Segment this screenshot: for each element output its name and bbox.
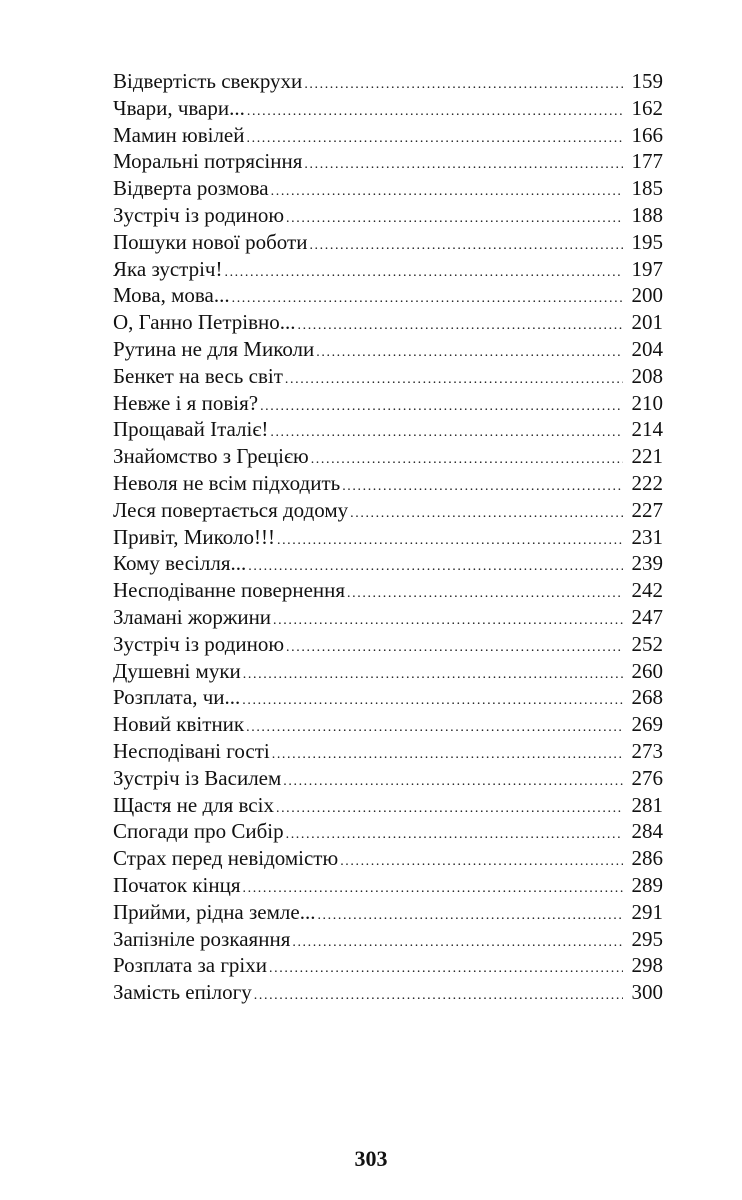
toc-entry <box>113 899 663 926</box>
dot-leader <box>285 367 623 394</box>
toc-entry-title: Розплата за гріхи <box>113 953 268 978</box>
toc-entry <box>113 497 663 524</box>
toc-entry <box>113 926 663 953</box>
toc-entry <box>113 738 663 765</box>
toc-entry-page: 239 <box>631 551 663 576</box>
toc-entry <box>113 979 663 1006</box>
toc-entry <box>113 872 663 899</box>
dot-leader <box>277 528 623 555</box>
toc-entry-page: 300 <box>631 980 663 1005</box>
dot-leader <box>260 394 623 421</box>
toc-entry-page: 268 <box>631 685 663 710</box>
toc-entry <box>113 711 663 738</box>
toc-entry <box>113 95 663 122</box>
toc-entry <box>113 443 663 470</box>
toc-entry-title: Початок кінця <box>113 872 241 897</box>
dot-leader <box>309 233 623 260</box>
toc-entry-title: Зламані жоржини <box>113 604 272 629</box>
toc-entry-page: 231 <box>631 524 663 549</box>
toc-entry-title: Страх перед невідомістю <box>113 846 339 871</box>
toc-entry-title: Зустріч із родиною <box>113 202 285 227</box>
dot-leader <box>286 206 623 233</box>
toc-entry-page: 284 <box>631 819 663 844</box>
toc-entry-title: Душевні муки <box>113 658 241 683</box>
toc-entry <box>113 818 663 845</box>
toc-entry-page: 289 <box>631 872 663 897</box>
toc-entry <box>113 792 663 819</box>
toc-entry-page: 252 <box>631 631 663 656</box>
toc-entry <box>113 363 663 390</box>
dot-leader <box>292 930 623 957</box>
toc-entry <box>113 658 663 685</box>
dot-leader <box>269 956 623 983</box>
toc-entry <box>113 336 663 363</box>
dot-leader <box>276 796 623 823</box>
toc-entry-page: 247 <box>631 604 663 629</box>
dot-leader <box>247 99 623 126</box>
toc-entry-title: Зустріч із родиною <box>113 631 285 656</box>
toc-entry-page: 201 <box>631 310 663 335</box>
dot-leader <box>271 179 623 206</box>
toc-entry-title: Привіт, Миколо!!! <box>113 524 275 549</box>
toc-entry-title: Леся повертається додому <box>113 497 349 522</box>
dot-leader <box>304 152 623 179</box>
toc-entry <box>113 148 663 175</box>
toc-entry-page: 195 <box>631 229 663 254</box>
toc-entry <box>113 309 663 336</box>
dot-leader <box>272 742 623 769</box>
toc-entry-page: 185 <box>631 176 663 201</box>
toc-entry-page: 222 <box>631 470 663 495</box>
toc-entry-title: Прощавай Італіє! <box>113 417 269 442</box>
toc-entry-page: 276 <box>631 765 663 790</box>
dot-leader <box>311 447 623 474</box>
toc-entry <box>113 256 663 283</box>
toc-entry-page: 269 <box>631 712 663 737</box>
toc-entry-title: Рутина не для Миколи <box>113 336 315 361</box>
toc-entry <box>113 416 663 443</box>
dot-leader <box>347 581 623 608</box>
toc-entry <box>113 952 663 979</box>
dot-leader <box>340 849 623 876</box>
toc-entry-page: 200 <box>631 283 663 308</box>
toc-entry <box>113 524 663 551</box>
toc-entry-title: Чвари, чвари... <box>113 95 245 120</box>
toc-entry-page: 177 <box>631 149 663 174</box>
toc-entry-title: Прийми, рідна земле... <box>113 899 316 924</box>
toc-entry <box>113 550 663 577</box>
toc-entry-title: Бенкет на весь світ <box>113 363 283 388</box>
toc-entry-page: 188 <box>631 202 663 227</box>
toc-entry-page: 281 <box>631 792 663 817</box>
toc-entry <box>113 68 663 95</box>
dot-leader <box>283 769 623 796</box>
toc-entry-title: Розплата, чи... <box>113 685 241 710</box>
toc-entry <box>113 229 663 256</box>
dot-leader <box>298 313 624 340</box>
dot-leader <box>246 715 623 742</box>
toc-entry-page: 227 <box>631 497 663 522</box>
toc-entry-page: 273 <box>631 738 663 763</box>
toc-entry-page: 214 <box>631 417 663 442</box>
toc-entry-title: Неволя не всім підходить <box>113 470 341 495</box>
dot-leader <box>350 501 623 528</box>
dot-leader <box>243 662 623 689</box>
dot-leader <box>242 688 623 715</box>
toc-entry-title: Зустріч із Василем <box>113 765 282 790</box>
dot-leader <box>254 983 623 1010</box>
toc-entry-page: 208 <box>631 363 663 388</box>
toc-entry-title: Несподіванне повернення <box>113 578 346 603</box>
dot-leader <box>247 126 624 153</box>
toc-entry-page: 159 <box>631 69 663 93</box>
toc-entry-page: 166 <box>631 122 663 147</box>
toc-entry-page: 221 <box>631 444 663 469</box>
toc-entry-page: 291 <box>631 899 663 924</box>
dot-leader <box>342 474 623 501</box>
toc-entry <box>113 684 663 711</box>
dot-leader <box>304 72 623 99</box>
dot-leader <box>316 340 623 367</box>
toc-entry <box>113 390 663 417</box>
dot-leader <box>224 260 623 287</box>
toc-entry <box>113 604 663 631</box>
toc-entry-page: 295 <box>631 926 663 951</box>
toc-entry-title: Несподівані гості <box>113 738 270 763</box>
toc-entry <box>113 765 663 792</box>
toc-entry-title: Пошуки нової роботи <box>113 229 308 254</box>
toc-entry-title: Запізніле розкаяння <box>113 926 291 951</box>
toc-entry-title: Щастя не для всіх <box>113 792 274 817</box>
toc-entry-page: 286 <box>631 846 663 871</box>
toc-entry-title: Яка зустріч! <box>113 256 223 281</box>
toc-entry-title: О, Ганно Петрівно... <box>113 310 296 335</box>
toc-entry <box>113 175 663 202</box>
dot-leader <box>273 608 623 635</box>
toc-entry-title: Спогади про Сибір <box>113 819 284 844</box>
toc-entry-title: Мова, мова... <box>113 283 230 308</box>
toc-entry-title: Кому весілля... <box>113 551 247 576</box>
toc-entry-title: Відвертість свекрухи <box>113 69 303 93</box>
toc-entry-page: 298 <box>631 953 663 978</box>
page-number: 303 <box>354 1146 388 1171</box>
toc-entry-page: 260 <box>631 658 663 683</box>
toc-entry-page: 242 <box>631 578 663 603</box>
dot-leader <box>286 635 623 662</box>
toc-entry <box>113 122 663 149</box>
toc-entry-page: 197 <box>631 256 663 281</box>
toc-entry-title: Відверта розмова <box>113 176 269 201</box>
toc-entry-title: Невже і я повія? <box>113 390 259 415</box>
toc-entry <box>113 282 663 309</box>
toc-entry-title: Замість епілогу <box>113 980 252 1005</box>
toc-entry <box>113 631 663 658</box>
dot-leader <box>270 420 623 447</box>
toc-entry <box>113 577 663 604</box>
toc-entry-title: Новий квітник <box>113 712 245 737</box>
toc-entry-title: Моральні потрясіння <box>113 149 303 174</box>
toc-entry-page: 210 <box>631 390 663 415</box>
table-of-contents <box>113 68 663 1006</box>
toc-entry <box>113 202 663 229</box>
toc-entry <box>113 845 663 872</box>
toc-entry-title: Знайомство з Грецією <box>113 444 309 469</box>
toc-entry-title: Мамин ювілей <box>113 122 245 147</box>
toc-entry <box>113 470 663 497</box>
toc-entry-page: 162 <box>631 95 663 120</box>
toc-entry-page: 204 <box>631 336 663 361</box>
dot-leader <box>317 903 623 930</box>
